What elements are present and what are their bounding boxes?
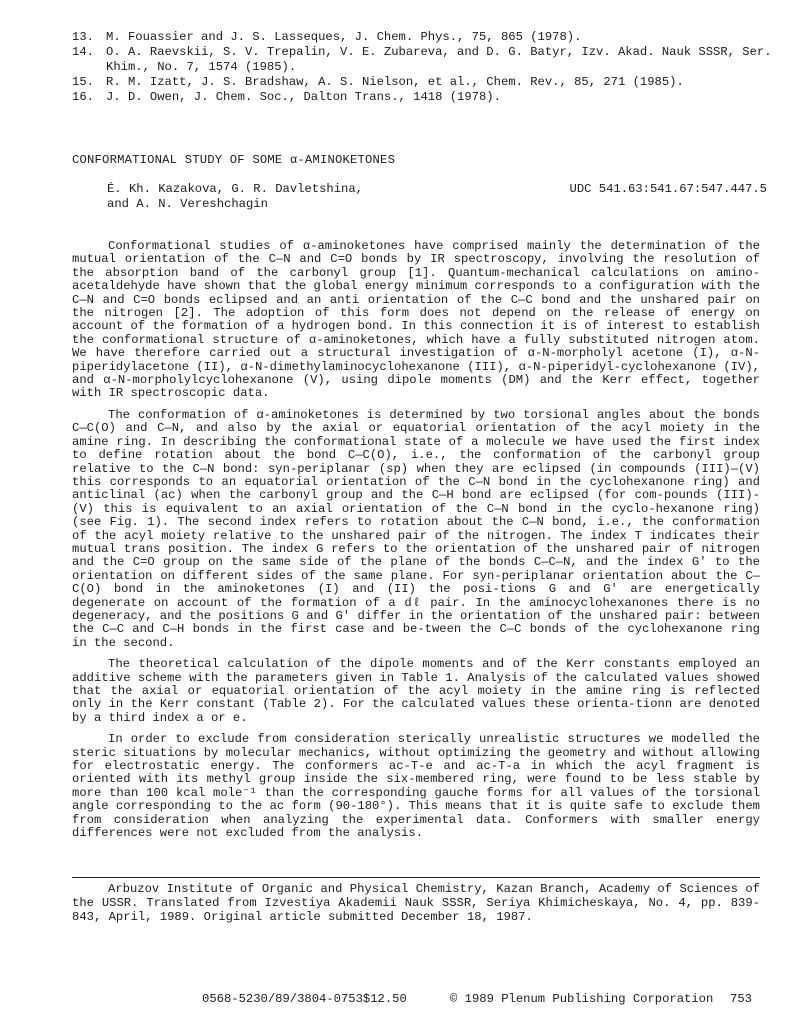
issn-code: 0568-5230/89/3804-0753$12.50 xyxy=(202,992,407,1006)
author-block xyxy=(107,182,437,212)
reference-item xyxy=(72,90,772,105)
reference-number: 14. xyxy=(72,45,94,59)
authors-line: É. Kh. Kazakova, G. R. Davletshina, xyxy=(107,182,363,196)
reference-text: O. A. Raevskii, S. V. Trepalin, V. E. Zubareva, and D. G. Batyr, Izv. Akad. Nauk SSSR, Ser. Khim., No. 7, 1574 (1985). xyxy=(106,45,772,74)
copyright-notice: © 1989 Plenum Publishing Corporation xyxy=(450,992,714,1006)
reference-item xyxy=(72,75,772,90)
reference-number: 13. xyxy=(72,30,94,44)
reference-text: J. D. Owen, J. Chem. Soc., Dalton Trans., 1418 (1978). xyxy=(106,90,501,104)
reference-number: 16. xyxy=(72,90,94,104)
reference-item xyxy=(72,30,772,45)
authors-line: and A. N. Vereshchagin xyxy=(107,197,268,211)
reference-item xyxy=(72,45,772,75)
reference-list xyxy=(72,30,772,105)
body-paragraph: In order to exclude from consideration sterically unrealistic structures we modelled the steric situations by molecular mechanics, without optimizing the geometry and without allowing for electrostatic energy. The conformers ac-T-e and ac-T-a in which the acyl fragment is oriented with its methyl group inside the six-membered ring, were found to be less stable by more than 100 kcal mole⁻¹ than the corresponding gauche forms for all values of the torsional angle corresponding to the ac form (90-180°). This means that it is quite safe to exclude them from consideration when analyzing the experimental data. Conformers with smaller energy differences were not excluded from the analysis. xyxy=(72,732,760,841)
footnote-divider xyxy=(72,877,760,878)
reference-number: 15. xyxy=(72,75,94,89)
reference-text: R. M. Izatt, J. S. Bradshaw, A. S. Nielson, et al., Chem. Rev., 85, 271 (1985). xyxy=(106,75,684,89)
body-paragraph: Conformational studies of α-aminoketones have comprised mainly the determination of the mutual orientation of the C—N and C=O bonds by IR spectroscopy, involving the resolution of the absorption band of the carbonyl group [1]. Quantum-mechanical calculations on amino-acetaldehyde have shown that the global energy minimum corresponds to a configuration with the C—N and C=O bonds eclipsed and an anti orientation of the C—C bond and the unshared pair on the nitrogen [2]. The adoption of this form does not depend on the release of energy on account of the formation of a hydrogen bond. In this connection it is of interest to establish the conformational structure of α-aminoketones, which have a fully substituted nitrogen atom. We have therefore carried out a structural investigation of α-N-morpholyl acetone (I), α-N-piperidylacetone (II), α-N-dimethylaminocyclohexanone (III), α-N-piperidyl-cyclohexanone (IV), and α-N-morpholylcyclohexanone (V), using dipole moments (DM) and the Kerr effect, together with IR spectroscopic data. xyxy=(72,239,760,401)
affiliation-footnote: Arbuzov Institute of Organic and Physical Chemistry, Kazan Branch, Academy of Sciences of the USSR. Translated from Izvestiya Akademii Nauk SSSR, Seriya Khimicheskaya, No. 4, pp. 839-843, April, 1989. Original article submitted December 18, 1987. xyxy=(72,882,760,924)
udc-code: UDC 541.63:541.67:547.447.5 xyxy=(569,182,767,196)
page-number: 753 xyxy=(730,992,752,1006)
article-title: CONFORMATIONAL STUDY OF SOME α-AMINOKETONES xyxy=(72,153,396,167)
reference-text: M. Fouassier and J. S. Lasseques, J. Chem. Phys., 75, 865 (1978). xyxy=(106,30,582,44)
body-paragraph: The conformation of α-aminoketones is determined by two torsional angles about the bonds C—C(O) and C—N, and also by the axial or equatorial orientation of the acyl moiety in the amine ring. In describing the conformational state of a molecule we have used the first index to define rotation about the bond C—C(O), i.e., the conformation of the carbonyl group relative to the C—N bond: syn-periplanar (sp) when they are eclipsed (in compounds (III)—(V) this corresponds to an equatorial orientation of the C—N bond in the cyclohexanone ring) and anticlinal (ac) when the carbonyl group and the C—H bond are eclipsed (for com-pounds (III)-(V) this is equivalent to an axial orientation of the C—N bond in the cyclo-hexanone ring) (see Fig. 1). The second index refers to rotation about the C—N bond, i.e., the conformation of the acyl moiety relative to the unshared pair of the nitrogen. The index T indicates their mutual trans position. The index G refers to the orientation of the unshared pair of nitrogen and the C=O group on the same side of the plane of the bonds C—C—N, and the index G' to the orientation on different sides of the same plane. For syn-periplanar orientation about the C—C(O) bond in the aminoketones (I) and (II) the posi-tions G and G' are energetically degenerate on account of the formation of a dℓ pair. In the aminocyclohexanones there is no degeneracy, and the positions G and G' differ in the orientation of the unshared pair: between the C—C and C—H bonds in the first case and be-tween the C—C bonds of the cyclohexanone ring in the second. xyxy=(72,407,760,650)
article-body xyxy=(72,240,760,848)
page-footer xyxy=(0,992,807,1010)
body-paragraph: The theoretical calculation of the dipole moments and of the Kerr constants employed an additive scheme with the parameters given in Table 1. Analysis of the calculated values showed that the axial or equatorial orientation of the acyl moiety in the amine ring is reflected only in the Kerr constant (Table 2). For the calculated values these orienta-tionn are denoted by a third index a or e. xyxy=(72,657,760,725)
